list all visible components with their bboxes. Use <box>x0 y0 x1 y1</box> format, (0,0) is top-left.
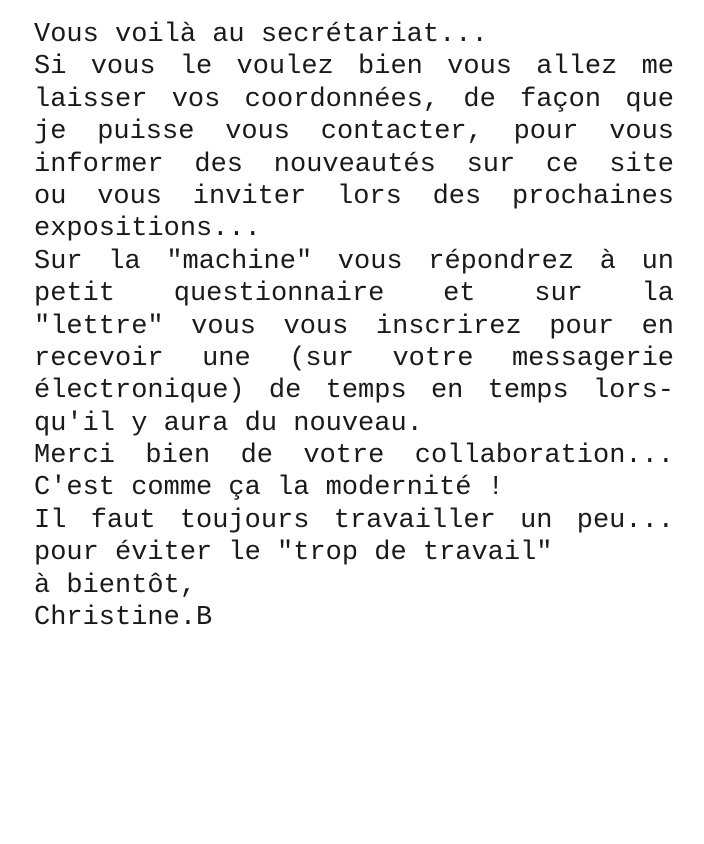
text-line: Il faut toujours travailler un peu... <box>34 505 674 536</box>
text-line: ou vous inviter lors des prochaines <box>34 181 674 212</box>
text-line: C'est comme ça la modernité ! <box>34 473 504 504</box>
text-line: Si vous le voulez bien vous allez me <box>34 52 674 83</box>
text-line: qu'il y aura du nouveau. <box>34 408 423 439</box>
text-line: recevoir une (sur votre messagerie <box>34 343 674 374</box>
text-line: informer des nouveautés sur ce site <box>34 149 674 180</box>
text-line: expositions... <box>34 214 261 245</box>
text-line: "lettre" vous vous inscrirez pour en <box>34 311 674 342</box>
letter-body <box>34 19 674 634</box>
text-line: électronique) de temps en temps lors- <box>34 376 674 407</box>
text-line: petit questionnaire et sur la <box>34 279 674 310</box>
text-line: Merci bien de votre collaboration... <box>34 441 674 472</box>
text-line-greeting: Vous voilà au secrétariat... <box>34 20 488 50</box>
text-line-closing: à bientôt, <box>34 570 197 601</box>
text-line: laisser vos coordonnées, de façon que <box>34 84 674 115</box>
text-line: je puisse vous contacter, pour vous <box>34 117 674 148</box>
signature: Christine.B <box>34 603 213 634</box>
text-line: Sur la "machine" vous répondrez à un <box>34 246 674 277</box>
text-line: pour éviter le "trop de travail" <box>34 538 553 569</box>
